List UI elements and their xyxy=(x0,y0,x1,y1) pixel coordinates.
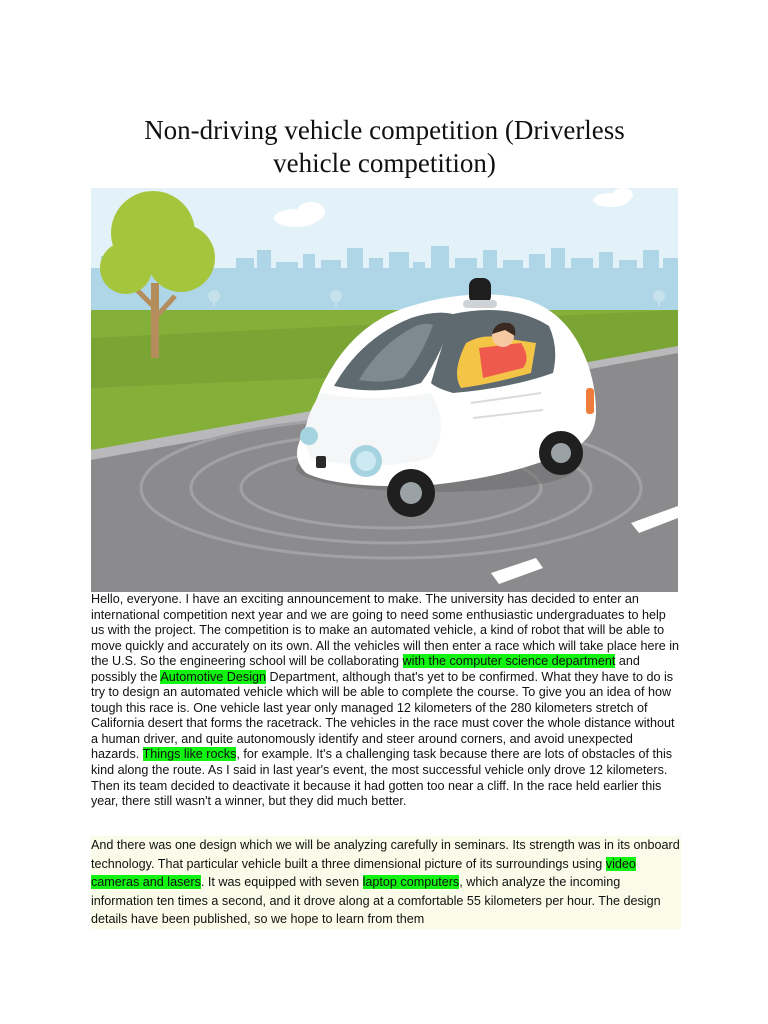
document-title xyxy=(91,114,678,180)
text-run: and possibly the xyxy=(91,654,640,684)
highlighted-text: laptop computers xyxy=(362,875,460,890)
highlighted-text: Automotive Design xyxy=(160,669,267,684)
paragraph-1 xyxy=(91,592,681,810)
text-run: Department, although that's yet to be confirmed. What they have to do is try to design an automated vehicle which will be able to complete the course. To give you an idea of how tough this race is. One vehicle last year only managed 12 kilometers of the 280 kilometers stretch of California desert that forms the racetrack. The vehicles in the race must cover the whole distance without a human driver, and quite autonomously identify and steer around corners, and avoid unexpected hazards. xyxy=(91,669,675,762)
title-line-2: vehicle competition) xyxy=(273,148,496,178)
text-run: Hello, everyone. I have an exciting announcement to make. The university has decided to enter an international competition next year and we are going to need some enthusiastic undergraduates to help us with the project. The competition is to make an automated vehicle, a kind of robot that will be able to move quickly and accurately on its own. All the vehicles will then enter a race which will take place here in the U.S. So the engineering school will be collaborating xyxy=(91,592,680,669)
paragraph-2 xyxy=(91,836,681,929)
self-driving-car-illustration xyxy=(91,188,678,592)
text-run: , which analyze the incoming information ten times a second, and it drove along at a comfortable 55 kilometers per hour. The design details have been published, so we hope to learn from them xyxy=(91,875,661,927)
title-line-1: Non-driving vehicle competition (Driverless xyxy=(144,115,625,145)
highlighted-text: with the computer science department xyxy=(402,654,616,669)
text-run: And there was one design which we will be analyzing carefully in seminars. Its strength was in its onboard technology. That particular vehicle built a three dimensional picture of its surroundings using xyxy=(91,838,680,871)
highlighted-text: Things like rocks xyxy=(142,747,237,762)
text-run: , for example. It's a challenging task because there are lots of obstacles of this kind along the route. As I said in last year's event, the most successful vehicle only drove 12 kilometers. Then its team decided to deactivate it because it had gotten too near a cliff. In the race held earlier this year, there still wasn't a winner, but they did much better. xyxy=(91,747,673,809)
text-run: . It was equipped with seven xyxy=(200,875,363,890)
highlighted-text: video cameras and lasers xyxy=(91,856,636,890)
